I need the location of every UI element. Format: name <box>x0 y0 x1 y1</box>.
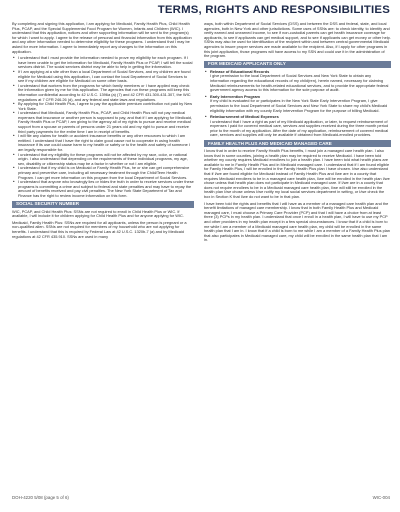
medicaid-item-body: I understand that I have a right as part of my Medicaid application, or later, to request reimbursement of expenses I paid for covered medical care, services and supplies received during the three month period prior to the month of my application. After the date of my application, reimbursement of covered medical care, services and supplies will only be available if obtained from Medicaid-enrolled providers. <box>210 118 389 138</box>
medicaid-item <box>204 95 391 113</box>
medicaid-item-title: • Reimbursement of Medical Expenses <box>210 114 279 120</box>
terms-item: • I understand that workers from the programs for which family members or I have applied may check the information given by me for this application. The agencies that run these programs will keep this information confidential according to 42 U.S.C. 1396a (a) (7) and 42 CFR 431.300-431.307, the WIC regulations at 7 CFR 246.26 (d), and any federal and state laws and regulations. <box>12 84 194 102</box>
terms-item: • I understand that if my child is on Medicaid or Family Health Plus, he or she can get comprehensive primary and preventive care, including all necessary treatment through the Child/Teen Health Program. I can get more information on this program from the local Department of Social Services. <box>12 166 194 180</box>
intro-paragraph: By completing and signing this application, I am applying for Medicaid, Family Health Plus, Child Health Plus, PCAP, and the Special Supplemental Food Program for Women, Infants and Children (WIC). I understand that this application, notices and other supporting information will be sent to the program(s) for which I want to apply. I agree to the release of personal and financial information from this application and any other information needed to determine eligibility for these programs. I understand that I may be asked for more information. I agree to immediately report any changes to the information on this application. <box>12 22 192 54</box>
managed-care-paragraph: I know that in order to receive Family Health Plus benefits, I must join a managed care health plan. I also know that in some counties, joining a health plan may be required to receive Medicaid. I have been told whether my county requires Medicaid enrollees to join a health plan. I have been told what health plans are available to me in Family Health Plus and in Medicaid managed care. I understand that if I am found eligible for Family Health Plus, I will be enrolled in the Family Health Plus plan I have chosen. I/we also understand that if I/we are found eligible for Medicaid instead of Family Health Plus and I/we are in a county that requires Medicaid enrollees to be in a managed care health plan, I/we will be enrolled in the health plan I/we chose unless that health plan does not participate in Medicaid managed care. If I/we are in a county that does not require enrollees to be in a Medicaid managed care health plan, I/we will still be enrolled in the health plan I/we chose unless I/we notify my local social services department in writing, or I/we check the box in Section K that I/we do not want to be in that plan. <box>204 148 390 199</box>
medicaid-item-body: I give permission to the local Department of Social Services and New York State to obtain any information regarding the educational records of my child(ren), herein named, necessary for claiming Medicaid reimbursements for health-related educational services, and to provide the appropriate federal government agency access to this information for the sole purpose of audit. <box>210 73 389 93</box>
terms-item: • I understand that I must provide the information needed to prove my eligibility for each program. If I have been unable to get the information for Medicaid, Family Health Plus or PCAP, I will tell the social services district. The social services district may be able to help in getting the information. <box>12 56 194 70</box>
ssn-continuation-paragraph: ways, both within Department of Social Services (DSS) and between the DSS and federal, state, and local agencies, both in New York and other jurisdictions. Some uses of SSNs are: to check identity, to identify and verify earned and unearned income, to see if non-custodial parents can get health insurance coverage for applicants, to see if applicants can get medical support, and to see if applicants can get money or other help. SSNs may also be used for identification of the recipient within and between central governmental Medicaid agencies to insure proper services are made available to the recipient. Also, if I apply for other programs in this joint application, those programs will have access to my SSN and could use it in the administration of the program. <box>204 22 391 59</box>
medicaid-item <box>204 115 391 138</box>
terms-item: • I understand that Medicaid, Family Health Plus, PCAP, and Child Health Plus will not pay medical expenses that insurance or another person is supposed to pay, and that if I am applying for Medicaid, Family Health Plus or PCAP, I am giving to the agency all of my rights to pursue and receive medical support from a spouse or parents of persons under 21 years old and my right to pursue and receive third party payments for the entire time I am in receipt of benefits. <box>12 111 194 134</box>
left-column <box>12 22 194 492</box>
ssn-paragraph: WIC, PCAP, and Child Health Plus: SSNs are not required to enroll in Child Health Plus or WIC. If available, I will include it for children applying for Child Health Plus and for anyone applying for WIC. <box>12 208 184 219</box>
form-number-footer: DOH-4220 5/08 (page 5 of 6) <box>12 495 69 500</box>
page-title: TERMS, RIGHTS AND RESPONSIBILITIES <box>157 4 390 16</box>
managed-care-section-heading: FAMILY HEALTH PLUS AND MEDICAID MANAGED CARE <box>204 140 391 147</box>
managed-care-paragraph: I have been told the rights and benefits that I will have as a member of a managed care health plan and the benefit limitations of managed care membership. I know that in both Family Health Plus and Medicaid managed care, I must choose a Primary Care Provider (PCP) and that I will have a choice from at least three (3) PCPs in my health plan. I understand that once I enroll in a health plan, I will have to use my PCP and other providers in my health plan except in a few special circumstances. I know that if a child is born to me while I am a member of a Medicaid managed care health plan, my child will be enrolled in the same health plan that I am in. I know that if a child is born to me while I am a member of a Family Health Plus plan that also participates in Medicaid managed care, my child will be enrolled in the same health plan that I am in. <box>204 200 390 243</box>
terms-item: • I understand that anyone who knowingly lies or hides the truth in order to receive services under these programs is committing a crime and subject to federal and state penalties and may have to repay the amount of benefits received and pay civil penalties. The New York State Department of Tax and Finance has the right to review income information on this form. <box>12 180 194 198</box>
terms-list <box>12 56 194 198</box>
ssn-paragraph: Medicaid, Family Health Plus: SSNs are required for all applicants, unless the person is pregnant or a non-qualified alien. SSNs are not required for members of my household who are not applying for benefits. I understand that this is required by Federal Law at 42 U.S.C. 1320b-7 (a) and by Medicaid regulations at 42 CFR 435.910. SSNs are used in many <box>12 219 187 239</box>
terms-item: • I understand that my eligibility for these programs will not be affected by my race, color, or national origin. I also understand that depending on the requirements of these individual programs, my age, sex, disability or citizenship status may be a factor in whether or not I am eligible. <box>12 153 194 167</box>
medicaid-item <box>204 70 391 93</box>
ssn-section-heading: SOCIAL SECURITY NUMBER <box>12 201 194 208</box>
terms-item: • By applying for Child Health Plus, I agree to pay the applicable premium contribution not paid by New York State. <box>12 102 194 111</box>
right-column <box>204 22 391 492</box>
wic-number-footer: WIC-004 <box>372 495 390 500</box>
terms-item: • If I am applying at a site other than a local Department of Social Services, and my children are found eligible for Medicaid using this application, I can contact the local Department of Social Services to see if my children are eligible for Medicaid on some other basis. <box>12 70 194 84</box>
terms-item: • I will file any claims for health or accident insurance benefits or any other resources to which I am entitled. I understand that I have the right to claim good cause not to cooperate in using health insurance if its use could cause harm to my health or safety or to the health and safety of someone I am legally responsible for. <box>12 134 194 152</box>
medicaid-item-body: If my child is evaluated for or participates in the New York State Early Intervention Program, I give permission to the local Department of Social Services and New York State to share my child's Medicaid eligibility information with my county Early Intervention Program for the purpose of billing Medicaid. <box>210 98 388 113</box>
medicaid-item-title: • Early Intervention Program <box>210 93 260 99</box>
medicaid-section-heading: FOR MEDICAID APPLICANTS ONLY <box>204 61 391 68</box>
medicaid-item-title: • Release of Educational Records <box>210 68 270 74</box>
